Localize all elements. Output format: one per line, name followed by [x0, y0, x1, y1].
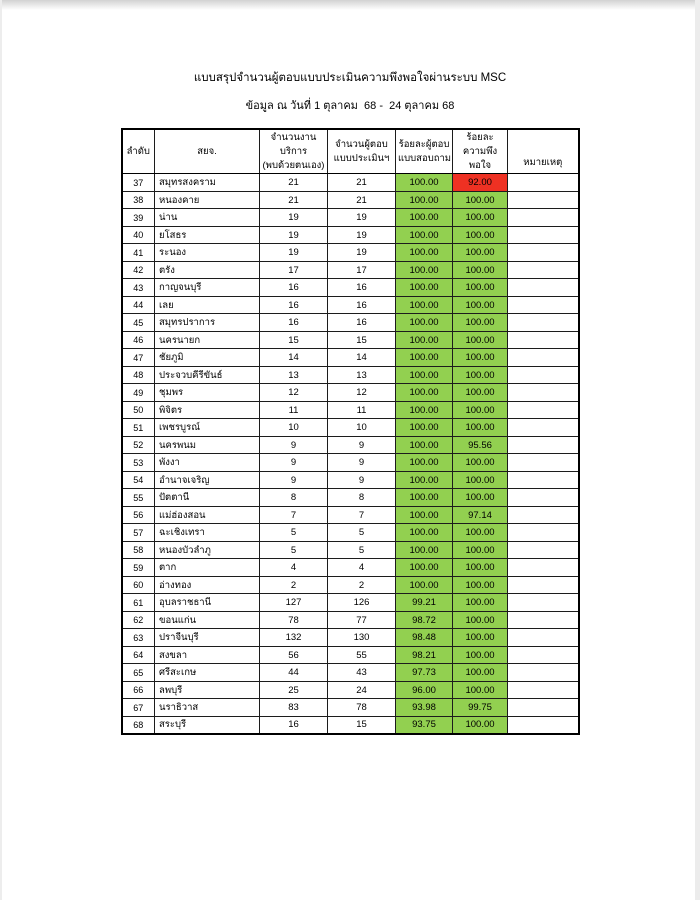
respondents-count-cell: 21 — [328, 174, 396, 192]
row-number-cell: 41 — [122, 244, 155, 262]
services-count-cell: 127 — [260, 594, 328, 612]
remark-cell — [508, 366, 579, 384]
province-cell: พิจิตร — [155, 401, 260, 419]
row-number-cell: 43 — [122, 279, 155, 297]
respondents-count-cell: 7 — [328, 506, 396, 524]
table-row — [122, 366, 579, 384]
services-count-cell: 16 — [260, 314, 328, 332]
province-cell: สงขลา — [155, 646, 260, 664]
response-rate-cell: 93.98 — [396, 699, 453, 717]
services-count-cell: 14 — [260, 349, 328, 367]
remark-cell — [508, 611, 579, 629]
services-count-cell: 78 — [260, 611, 328, 629]
row-number-cell: 63 — [122, 629, 155, 647]
row-number-cell: 46 — [122, 331, 155, 349]
respondents-count-cell: 2 — [328, 576, 396, 594]
page-subtitle: ข้อมูล ณ วันที่ 1 ตุลาคม 68 - 24 ตุลาคม 68 — [245, 100, 455, 112]
services-count-cell: 4 — [260, 559, 328, 577]
table-row — [122, 629, 579, 647]
response-rate-cell: 97.73 — [396, 664, 453, 682]
response-rate-cell: 100.00 — [396, 366, 453, 384]
table-body — [122, 174, 579, 734]
respondents-count-cell: 16 — [328, 279, 396, 297]
remark-cell — [508, 454, 579, 472]
response-rate-cell: 100.00 — [396, 471, 453, 489]
table-row — [122, 699, 579, 717]
row-number-cell: 60 — [122, 576, 155, 594]
satisfaction-cell: 100.00 — [453, 209, 508, 227]
satisfaction-cell: 100.00 — [453, 401, 508, 419]
response-rate-cell: 100.00 — [396, 331, 453, 349]
respondents-count-cell: 9 — [328, 436, 396, 454]
satisfaction-cell: 97.14 — [453, 506, 508, 524]
province-cell: ปราจีนบุรี — [155, 629, 260, 647]
remark-cell — [508, 489, 579, 507]
response-rate-cell: 93.75 — [396, 716, 453, 734]
respondents-count-cell: 12 — [328, 384, 396, 402]
remark-cell — [508, 296, 579, 314]
province-cell: ประจวบคีรีขันธ์ — [155, 366, 260, 384]
remark-cell — [508, 506, 579, 524]
services-count-cell: 7 — [260, 506, 328, 524]
respondents-count-cell: 9 — [328, 471, 396, 489]
table-row — [122, 524, 579, 542]
table-row — [122, 716, 579, 734]
province-cell: ยโสธร — [155, 226, 260, 244]
remark-cell — [508, 401, 579, 419]
remark-cell — [508, 209, 579, 227]
summary-table — [121, 128, 580, 735]
response-rate-cell: 100.00 — [396, 279, 453, 297]
table-row — [122, 331, 579, 349]
row-number-cell: 64 — [122, 646, 155, 664]
satisfaction-cell: 100.00 — [453, 384, 508, 402]
services-count-cell: 12 — [260, 384, 328, 402]
header-services-line2: (พบด้วยตนเอง) — [262, 159, 325, 171]
remark-cell — [508, 699, 579, 717]
province-cell: พังงา — [155, 454, 260, 472]
respondents-count-cell: 11 — [328, 401, 396, 419]
remark-cell — [508, 664, 579, 682]
services-count-cell: 25 — [260, 681, 328, 699]
remark-cell — [508, 594, 579, 612]
satisfaction-cell: 100.00 — [453, 349, 508, 367]
satisfaction-cell: 100.00 — [453, 594, 508, 612]
remark-cell — [508, 314, 579, 332]
response-rate-cell: 100.00 — [396, 454, 453, 472]
services-count-cell: 11 — [260, 401, 328, 419]
respondents-count-cell: 78 — [328, 699, 396, 717]
table-row — [122, 349, 579, 367]
satisfaction-cell: 100.00 — [453, 611, 508, 629]
satisfaction-cell: 100.00 — [453, 489, 508, 507]
remark-cell — [508, 541, 579, 559]
services-count-cell: 21 — [260, 191, 328, 209]
response-rate-cell: 100.00 — [396, 261, 453, 279]
services-count-cell: 5 — [260, 524, 328, 542]
row-number-cell: 37 — [122, 174, 155, 192]
header-respondents-line1: จำนวนผู้ตอบ — [335, 138, 388, 150]
satisfaction-cell: 100.00 — [453, 716, 508, 734]
row-number-cell: 47 — [122, 349, 155, 367]
page-title: แบบสรุปจำนวนผู้ตอบแบบประเมินความพึงพอใจผ่านระบบ MSC — [193, 72, 507, 84]
header-office: สยจ. — [155, 129, 260, 174]
respondents-count-cell: 16 — [328, 314, 396, 332]
response-rate-cell: 100.00 — [396, 191, 453, 209]
satisfaction-cell: 100.00 — [453, 279, 508, 297]
header-respondents-line2: แบบประเมินฯ — [333, 152, 390, 164]
province-cell: นราธิวาส — [155, 699, 260, 717]
services-count-cell: 9 — [260, 436, 328, 454]
row-number-cell: 57 — [122, 524, 155, 542]
services-count-cell: 9 — [260, 454, 328, 472]
respondents-count-cell: 24 — [328, 681, 396, 699]
response-rate-cell: 99.21 — [396, 594, 453, 612]
table-row — [122, 384, 579, 402]
row-number-cell: 55 — [122, 489, 155, 507]
header-respondents — [328, 129, 396, 174]
province-cell: เลย — [155, 296, 260, 314]
response-rate-cell: 100.00 — [396, 226, 453, 244]
table-row — [122, 191, 579, 209]
services-count-cell: 21 — [260, 174, 328, 192]
row-number-cell: 56 — [122, 506, 155, 524]
remark-cell — [508, 261, 579, 279]
respondents-count-cell: 43 — [328, 664, 396, 682]
response-rate-cell: 100.00 — [396, 401, 453, 419]
remark-cell — [508, 436, 579, 454]
response-rate-cell: 98.72 — [396, 611, 453, 629]
row-number-cell: 38 — [122, 191, 155, 209]
table-row — [122, 296, 579, 314]
row-number-cell: 40 — [122, 226, 155, 244]
satisfaction-cell: 100.00 — [453, 524, 508, 542]
province-cell: นครนายก — [155, 331, 260, 349]
satisfaction-cell: 100.00 — [453, 331, 508, 349]
header-response-rate-line1: ร้อยละผู้ตอบ — [398, 138, 450, 150]
row-number-cell: 62 — [122, 611, 155, 629]
respondents-count-cell: 77 — [328, 611, 396, 629]
row-number-cell: 59 — [122, 559, 155, 577]
table-row — [122, 471, 579, 489]
province-cell: ขอนแก่น — [155, 611, 260, 629]
row-number-cell: 67 — [122, 699, 155, 717]
response-rate-cell: 100.00 — [396, 506, 453, 524]
row-number-cell: 53 — [122, 454, 155, 472]
table-row — [122, 594, 579, 612]
response-rate-cell: 100.00 — [396, 541, 453, 559]
services-count-cell: 56 — [260, 646, 328, 664]
row-number-cell: 66 — [122, 681, 155, 699]
services-count-cell: 15 — [260, 331, 328, 349]
table-row — [122, 454, 579, 472]
respondents-count-cell: 21 — [328, 191, 396, 209]
table-header — [122, 129, 579, 174]
header-satisfaction — [453, 129, 508, 174]
header-response-rate-line2: แบบสอบถาม — [398, 152, 452, 164]
respondents-count-cell: 16 — [328, 296, 396, 314]
table-row — [122, 506, 579, 524]
respondents-count-cell: 13 — [328, 366, 396, 384]
respondents-count-cell: 15 — [328, 331, 396, 349]
satisfaction-cell: 100.00 — [453, 681, 508, 699]
header-services-line1: จำนวนงานบริการ — [270, 132, 317, 157]
header-no: ลำดับ — [122, 129, 155, 174]
table-row — [122, 681, 579, 699]
satisfaction-cell: 100.00 — [453, 559, 508, 577]
table-row — [122, 611, 579, 629]
row-number-cell: 50 — [122, 401, 155, 419]
remark-cell — [508, 279, 579, 297]
table-row — [122, 244, 579, 262]
header-satisfaction-line2: พอใจ — [468, 159, 492, 171]
province-cell: นครพนม — [155, 436, 260, 454]
satisfaction-cell: 100.00 — [453, 629, 508, 647]
province-cell: อุบลราชธานี — [155, 594, 260, 612]
remark-cell — [508, 629, 579, 647]
services-count-cell: 9 — [260, 471, 328, 489]
response-rate-cell: 100.00 — [396, 174, 453, 192]
satisfaction-cell: 100.00 — [453, 471, 508, 489]
remark-cell — [508, 559, 579, 577]
remark-cell — [508, 646, 579, 664]
table-row — [122, 279, 579, 297]
respondents-count-cell: 19 — [328, 226, 396, 244]
table-row — [122, 559, 579, 577]
response-rate-cell: 100.00 — [396, 524, 453, 542]
province-cell: ชัยภูมิ — [155, 349, 260, 367]
satisfaction-cell: 100.00 — [453, 419, 508, 437]
satisfaction-cell: 100.00 — [453, 541, 508, 559]
remark-cell — [508, 349, 579, 367]
province-cell: ตรัง — [155, 261, 260, 279]
response-rate-cell: 100.00 — [396, 209, 453, 227]
services-count-cell: 17 — [260, 261, 328, 279]
response-rate-cell: 100.00 — [396, 314, 453, 332]
province-cell: สระบุรี — [155, 716, 260, 734]
table-row — [122, 436, 579, 454]
services-count-cell: 44 — [260, 664, 328, 682]
respondents-count-cell: 4 — [328, 559, 396, 577]
respondents-count-cell: 14 — [328, 349, 396, 367]
response-rate-cell: 100.00 — [396, 244, 453, 262]
remark-cell — [508, 716, 579, 734]
response-rate-cell: 100.00 — [396, 349, 453, 367]
table-row — [122, 419, 579, 437]
row-number-cell: 65 — [122, 664, 155, 682]
remark-cell — [508, 681, 579, 699]
response-rate-cell: 100.00 — [396, 384, 453, 402]
respondents-count-cell: 10 — [328, 419, 396, 437]
row-number-cell: 58 — [122, 541, 155, 559]
table-row — [122, 174, 579, 192]
services-count-cell: 16 — [260, 296, 328, 314]
remark-cell — [508, 576, 579, 594]
respondents-count-cell: 19 — [328, 244, 396, 262]
province-cell: น่าน — [155, 209, 260, 227]
row-number-cell: 61 — [122, 594, 155, 612]
province-cell: หนองคาย — [155, 191, 260, 209]
services-count-cell: 16 — [260, 716, 328, 734]
services-count-cell: 10 — [260, 419, 328, 437]
header-remark: หมายเหตุ — [508, 129, 579, 174]
services-count-cell: 19 — [260, 244, 328, 262]
services-count-cell: 8 — [260, 489, 328, 507]
satisfaction-cell: 100.00 — [453, 226, 508, 244]
row-number-cell: 49 — [122, 384, 155, 402]
province-cell: ฉะเชิงเทรา — [155, 524, 260, 542]
province-cell: ปัตตานี — [155, 489, 260, 507]
services-count-cell: 19 — [260, 226, 328, 244]
row-number-cell: 68 — [122, 716, 155, 734]
satisfaction-cell: 100.00 — [453, 664, 508, 682]
table-row — [122, 646, 579, 664]
remark-cell — [508, 191, 579, 209]
remark-cell — [508, 331, 579, 349]
response-rate-cell: 100.00 — [396, 419, 453, 437]
row-number-cell: 45 — [122, 314, 155, 332]
satisfaction-cell: 100.00 — [453, 314, 508, 332]
respondents-count-cell: 130 — [328, 629, 396, 647]
header-satisfaction-line1: ร้อยละความพึง — [462, 132, 498, 157]
table-row — [122, 541, 579, 559]
respondents-count-cell: 15 — [328, 716, 396, 734]
respondents-count-cell: 17 — [328, 261, 396, 279]
header-row — [122, 129, 579, 174]
province-cell: ระนอง — [155, 244, 260, 262]
satisfaction-cell: 100.00 — [453, 261, 508, 279]
satisfaction-cell: 100.00 — [453, 646, 508, 664]
province-cell: กาญจนบุรี — [155, 279, 260, 297]
province-cell: สมุทรสงคราม — [155, 174, 260, 192]
respondents-count-cell: 5 — [328, 524, 396, 542]
remark-cell — [508, 524, 579, 542]
row-number-cell: 39 — [122, 209, 155, 227]
province-cell: ชุมพร — [155, 384, 260, 402]
table-row — [122, 489, 579, 507]
response-rate-cell: 100.00 — [396, 559, 453, 577]
services-count-cell: 19 — [260, 209, 328, 227]
province-cell: เพชรบูรณ์ — [155, 419, 260, 437]
province-cell: หนองบัวลำภู — [155, 541, 260, 559]
remark-cell — [508, 244, 579, 262]
title-block — [0, 69, 700, 114]
services-count-cell: 2 — [260, 576, 328, 594]
row-number-cell: 54 — [122, 471, 155, 489]
table-row — [122, 226, 579, 244]
row-number-cell: 48 — [122, 366, 155, 384]
response-rate-cell: 100.00 — [396, 489, 453, 507]
respondents-count-cell: 19 — [328, 209, 396, 227]
province-cell: อำนาจเจริญ — [155, 471, 260, 489]
respondents-count-cell: 55 — [328, 646, 396, 664]
satisfaction-cell: 100.00 — [453, 454, 508, 472]
remark-cell — [508, 226, 579, 244]
services-count-cell: 132 — [260, 629, 328, 647]
row-number-cell: 44 — [122, 296, 155, 314]
satisfaction-cell: 100.00 — [453, 191, 508, 209]
response-rate-cell: 98.48 — [396, 629, 453, 647]
remark-cell — [508, 174, 579, 192]
satisfaction-cell: 100.00 — [453, 576, 508, 594]
table-row — [122, 576, 579, 594]
satisfaction-cell: 92.00 — [453, 174, 508, 192]
respondents-count-cell: 9 — [328, 454, 396, 472]
response-rate-cell: 100.00 — [396, 436, 453, 454]
row-number-cell: 42 — [122, 261, 155, 279]
table-row — [122, 209, 579, 227]
response-rate-cell: 100.00 — [396, 576, 453, 594]
header-response-rate — [396, 129, 453, 174]
services-count-cell: 16 — [260, 279, 328, 297]
row-number-cell: 52 — [122, 436, 155, 454]
respondents-count-cell: 126 — [328, 594, 396, 612]
satisfaction-cell: 95.56 — [453, 436, 508, 454]
province-cell: อ่างทอง — [155, 576, 260, 594]
services-count-cell: 83 — [260, 699, 328, 717]
province-cell: สมุทรปราการ — [155, 314, 260, 332]
response-rate-cell: 96.00 — [396, 681, 453, 699]
response-rate-cell: 100.00 — [396, 296, 453, 314]
remark-cell — [508, 471, 579, 489]
response-rate-cell: 98.21 — [396, 646, 453, 664]
province-cell: ศรีสะเกษ — [155, 664, 260, 682]
services-count-cell: 13 — [260, 366, 328, 384]
respondents-count-cell: 8 — [328, 489, 396, 507]
province-cell: ลพบุรี — [155, 681, 260, 699]
satisfaction-cell: 100.00 — [453, 296, 508, 314]
satisfaction-cell: 100.00 — [453, 366, 508, 384]
table-row — [122, 401, 579, 419]
table-row — [122, 314, 579, 332]
table-row — [122, 261, 579, 279]
remark-cell — [508, 384, 579, 402]
header-services — [260, 129, 328, 174]
satisfaction-cell: 99.75 — [453, 699, 508, 717]
services-count-cell: 5 — [260, 541, 328, 559]
remark-cell — [508, 419, 579, 437]
province-cell: ตาก — [155, 559, 260, 577]
respondents-count-cell: 5 — [328, 541, 396, 559]
table-row — [122, 664, 579, 682]
satisfaction-cell: 100.00 — [453, 244, 508, 262]
row-number-cell: 51 — [122, 419, 155, 437]
province-cell: แม่ฮ่องสอน — [155, 506, 260, 524]
